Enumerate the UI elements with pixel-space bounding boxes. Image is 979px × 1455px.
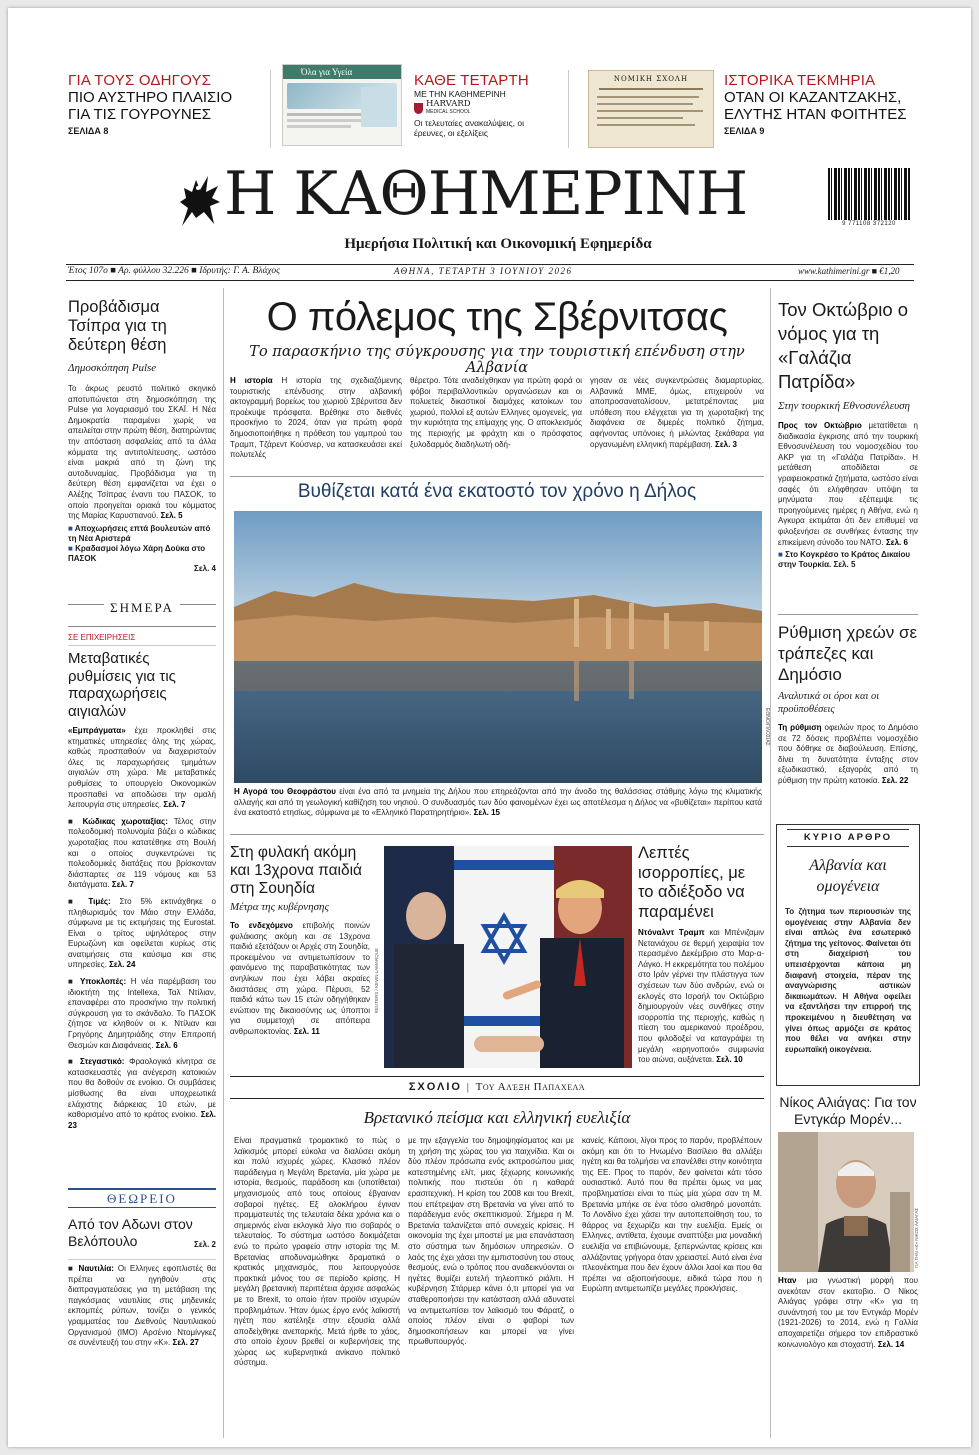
interview-headline: Νίκος Αλιάγας: Για τον Εντγκάρ Μορέν...	[779, 1094, 917, 1127]
health-insert-thumbnail[interactable]	[282, 64, 402, 146]
teaser-drivers[interactable]	[68, 72, 243, 136]
comment-label: ΣΧΟΛΙΟ	[408, 1081, 462, 1093]
teaser-headline: ΟΤΑΝ ΟΙ ΚΑΖΑΝΤΖΑΚΗΣ, ΕΛΥΤΗΣ ΗΤΑΝ ΦΟΙΤΗΤΕΣ	[724, 89, 907, 123]
editorial-label: ΚΥΡΙΟ ΑΡΘΡΟ	[787, 829, 909, 847]
left-lead-headline: Προβάδισμα Τσίπρα για τη δεύτερη θέση	[68, 298, 167, 354]
teaser-page: ΣΕΛΙΔΑ 8	[68, 126, 109, 136]
main-body-col2: θέρετρο. Τότε αναδείχθηκαν για πρώτη φορά οι φόβοι περιβαλλοντικών οργανώσεων και οι πολυετείς δικαστικοί διαμάχες κατοίκων του χωριού, πολλοί εξ αυτών Ελληνες ομογενείς, για την κυριότητα της επίμαχης γης. Ο αποκλεισμός της περιοχής με φράχτη και ο πρόσφατος ξυλοδαρμός διαδηλωτή οδή-	[410, 376, 582, 449]
right-bullet[interactable]: ■ Στο Κογκρέσο το Κράτος Δικαίου στην Τουρκία. Σελ. 5	[778, 550, 918, 570]
teaser-kicker: ΓΙΑ ΤΟΥΣ ΟΔΗΓΟΥΣ	[68, 72, 212, 89]
today-label: ΣΗΜΕΡΑ	[68, 600, 216, 616]
historic-document-thumbnail[interactable]	[588, 70, 714, 148]
left-bullet-page: Σελ. 4	[194, 563, 216, 573]
right-second-body: Τη ρύθμιση οφειλών προς το Δημόσιο σε 72 δόσεις προβλέπει νομοσχέδιο που δόθηκε σε διαβούλευση. Επίσης, δίνει τη δυνατότητα ένταξης στον εξωδικαστικό, εξαγοράς από τη ρύθμιση την πρώτη κατοικία. Σελ. 22	[778, 723, 918, 785]
dateline-date: ΑΘΗΝΑ, ΤΕΤΑΡΤΗ 3 ΙΟΥΝΙΟΥ 2026	[394, 266, 573, 276]
insert-title: Όλα για Υγεία	[283, 65, 401, 79]
comment-col1: Είναι πραγματικά τρομακτικό το πώς ο λαϊκισμός μπορεί εύκολα να διαλύσει ακόμη και πολύ ισχυρές χώρες. Κλασικό πλέον παράδειγμα η Μεγάλη Βρετανία, μία χώρα με ιστορία, θεσμούς, παράδοση και (υποτίθεται) μηχανισμούς από τους οποίους έβγαιναν σοβαροί ηγέτες. Εξ ολοκλήρου έγιναν πραμματευτές της τελευταία δέκα χρόνια και ο σημερινός είναι εκλογικά λίγο πιο σοβαρός ο τελευταίος. Το σύστημα ωστόσο δοκιμάζεται ενώ το πρώτο γραφείο στην ιστορία της Μ. Βρετανίας αποδυναμώθηκε δραματικά ο κρατικός μηχανισμός, που λειτουργούσε πρακτικά μόνος του σε περίοδο κρίσης. Η μεγάλη βρετανική περιπέτεια άρχισε ασφαλώς με το Brexit, το οποίο ήταν προϊόν ισχυρών προβλημάτων. Ήταν όμως έργο ενός λαϊκιστή ηγέτη που κατέληξε στην εξουσία αλλά αποδείχθηκε ανεπαρκής. Μετά ήρθε το χάος, στο οποίο έχουν βρεθεί οι κυβερνήσεις της χώρας ως κυβερνητικά ανίκανο πολιτικό σύστημα.	[234, 1136, 400, 1368]
right-lead-sub: Στην τουρκική Εθνοσυνέλευση	[778, 400, 910, 412]
right-second-story[interactable]	[778, 622, 918, 787]
teaser-kicker: ΚΑΘΕ ΤΕΤΑΡΤΗ	[414, 72, 529, 89]
shield-icon	[414, 103, 423, 114]
right-second-sub: Αναλυτικά οι όροι και οι προϋποθέσεις	[778, 691, 880, 715]
business-item[interactable]: ■ Τιμές: Στο 5% εκτινάχθηκε ο πληθωρισμός τον Μάιο στην Ελλάδα, σύμφωνα με τις εκτιμήσεις της Eurostat. Είναι ο τρίτος υψηλότερος στην Ευρωζώνη και οφείλεται κυρίως στις ανατιμήσεις στα καύσιμα και στις υπηρεσίες. Σελ. 24	[68, 896, 216, 970]
business-item[interactable]: ■ Κώδικας χωροταξίας: Τέλος στην πολεοδομική πολυνομία βάζει ο κώδικας χωροταξίας που κατατέθηκε στη Βουλή και ο οποίος συγκεντρώνει τις πολεοδομικές διατάξεις που βρίσκονταν διάσπαρτες σε 119 νόμους και 53 διατάγματα. Σελ. 7	[68, 816, 216, 890]
comment-col2: με την εξαγγελία του δημοψηφίσματος και με τη χρήση της χώρας του για παιχνίδια. Και οι δύο πλέον πρόσωπα ενός εκπροσώπου μιας κατεστημένης ελίτ, μιας ξέχωρης κοινωνικής πολιτικής που πιστεύει ότι η καθαρά ερασιτεχνική. Η κρίση του 2008 και του Brexit, που επέτρεψαν στη Βρετανία να γίνει από το παράδειγμα ενός σκεπτικισμού. Σήμερα η Μ. Βρετανία ταλανίζεται από συνεχείς κρίσεις. Η οικονομία της έχει μποστεί με μια επανάσταση στο σύστημα των δημόσιων υπηρεσιών. Ο λαός της έχει χάσει την εμπιστοσύνη του στους θεσμούς, ενώ ο τρόπος που αναδεικνύονται οι ηγέτες θυμίζει ευτελή τηλεοπτικό ριάλιτι. Η κυβέρνηση Στάρμερ κάνει ό,τι μπορεί για να σταθεροποιήσει την κατάσταση αλλά αδυνατεί να αντιμετωπίσει τον λαϊκισμό του Φάρατζ, ο οποίος πλέον είναι ο φαβορί των δημοσκοπήσεων και μπορεί να γίνει πρωθυπουργός.	[408, 1136, 574, 1347]
trump-body: Ντόναλντ Τραμπ και Μπένιζαμιν Νετανιάχου σε θερμή χειραψία τον περασμένο Δεκέμβριο στο Μαρ-α-Λάγκο. Η εκκρεμότητα του πολέμου στο Ιράν γέρνει την πλάστιγγα των σχέσεων των δύο ανδρών, ενώ οι εκλογές στο Ισραήλ τον Οκτώβριο δημιουργούν νέες συνθήκες στην ισορροπία της περιοχής, καθώς η πίεση του αμερικανού προέδρου, που φιλοδοξεί να καταγράψει τη μεγάλη «ειρηνοποιό» συμφωνία του αιώνα, αυξάνεται. Σελ. 10	[638, 928, 764, 1065]
sweden-body: Το ενδεχόμενο επιβολής ποινών φυλάκισης ακόμη και σε 13χρονα παιδιά εξετάζουν οι Αρχές στη Σουηδία, προκειμένου να αντιμετωπίσουν το φαινόμενο της παραβατικότητας των ανηλίκων που έχει λάβει ακραίες διαστάσεις στη χώρα. Πέρυσι, 52 παιδιά κάτω των 15 ετών οδηγήθηκαν ενώπιον της δικαιοσύνης ως ύποπτοι για συμμετοχή σε απόπειρα ανθρωποκτονίας. Σελ. 11	[230, 921, 370, 1036]
theoreio-headline: Από τον Αδωνι στον Βελόπουλο	[68, 1216, 193, 1249]
interview-body: Ηταν μια γνωστική μορφή που ανεκόταν στον εκατοβιο. Ο Νίκος Αλιάγας γράφει στην «Κ» για τη συνάντησή του με τον Εντγκάρ Μορέν (1921-2026) το 2014, ενώ η Γαλλία αποχαιρετίζει σήμερα τον επιδραστικό κοινωνιολόγο και στοχαστή. Σελ. 14	[778, 1276, 918, 1349]
handshake-photo[interactable]	[384, 846, 632, 1068]
business-label: ΣΕ ΕΠΙΧΕΙΡΗΣΕΙΣ	[68, 633, 136, 642]
main-subhead: Το παρασκήνιο της σύγκρουσης για την τουριστική επένδυση στην Αλβανία	[249, 344, 745, 376]
teaser-health[interactable]	[414, 72, 554, 138]
dateline-left: Έτος 107ο ■ Αρ. φύλλου 32.226 ■ Ιδρυτής: Γ. Α. Βλάχος	[68, 266, 281, 276]
main-body-col3: γησαν σε νέες συγκεντρώσεις διαμαρτυρίας. Αλβανικά ΜΜΕ, όμως, επιχειρούν να αποπροσανατολίσουν, μετατρέποντας μια υπόθεση που ελέγχεται για τη χωροταξική της διαφάνεια σε διμερές πολιτικό ζήτημα, αφήνοντας υπόνοιες ή μιλώντας ξεκάθαρα για οργανωμένη ελληνική παρέμβαση. Σελ. 3	[590, 376, 764, 449]
business-section[interactable]	[68, 633, 216, 1131]
business-item[interactable]: ■ Υποκλοπές: Η νέα παρέμβαση του ιδιοκτήτη της Intellexa, Ταλ Ντίλιαν, επαναφέρει στο προσκήνιο την πολιτική σύγκρουση για το σκάνδαλο. Το ΠΑΣΟΚ ζήτησε να κληθούν οι κ. Ντίλιαν και Γρηγόρης Δημητριάδης στην Επιτροπή Θεσμών και Διαφάνειας. Σελ. 6	[68, 977, 216, 1050]
theoreio-page: Σελ. 2	[194, 1240, 216, 1249]
teaser-kicker: ΙΣΤΟΡΙΚΑ ΤΕΚΜΗΡΙΑ	[724, 72, 876, 89]
business-item[interactable]: ■ Στεγαστικό: Φραολογικά κίνητρα σε κατασκευαστές για ανέγερση κατοικιών που θα δοθούν σε ενοίκιο. Οι συμβάσεις μίσθωσης θα είναι υποχρεωτικά ελάχιστης διάρκειας 10 ετών, με καθορισμένο από το κράτος ενοίκιο. Σελ. 23	[68, 1057, 216, 1130]
business-item[interactable]: «Εμπράγματα» έχει προκληθεί στις κτηματικές υπηρεσίες όλης της χώρας, καθώς προσπαθούν να διαχειριστούν όλες τις παραχωρήσεις τμημάτων αιγιαλών στη χώρα. Με μεταβατικές ρυθμίσεις το υπουργείο Οικονομικών προσπαθεί να αποδώσει την ομαλή λειτουργία στις υπηρεσίες. Σελ. 7	[68, 726, 216, 810]
editorial-box[interactable]	[776, 824, 920, 1086]
barcode-number: 9 771108 372120	[842, 221, 896, 227]
partner-sub: MEDICAL SCHOOL	[426, 109, 471, 115]
left-lead-story[interactable]	[68, 298, 216, 573]
left-lead-sub: Δημοσκόπηση Pulse	[68, 362, 157, 374]
masthead-title[interactable]: Η ΚΑΘΗΜΕΡΙΝΗ	[224, 159, 748, 229]
interview-photo[interactable]	[778, 1132, 914, 1272]
partner-name: HARVARD	[426, 99, 471, 109]
delos-photo[interactable]	[234, 511, 762, 783]
comment-author: Του Αλέξη Παπαχελά	[475, 1081, 586, 1093]
delos-headline[interactable]: Βυθίζεται κατά ένα εκατοστό τον χρόνο η Δήλος	[297, 481, 697, 502]
comment-col3: κανείς. Κάποιοι, λίγοι προς το παρόν, προβλέπουν ακόμη και ότι το Ηνωμένο Βασίλειο θα αλλάξει ηγέτη και θα τολμήσει να επανέλθει στην κοινότητα της ΕΕ. Προς το παρόν, δεν φαίνεται κάτι τόσο ουσιαστικό. Αυτό που θα πρέπει όμως να μας προβληματίσει είναι το πώς μία χώρα σαν τη Μ. Βρετανία μπήκε σε ένα τόσο ολισθηρό μονοπάτι. Το Λονδίνο έχει χάσει την αυτοπεποίθηση του, το θάρρος να ξεχωρίζει και την ευελιξία. Εμείς οι Ελληνες, αντίθετα, έχουμε αναπτύξει μια μοναδική ευελιξία να επιβιώνουμε, ξεπερνώντας κρίσεις και αλλάζοντας γρήγορα όταν χρειαστεί. Αυτό είναι ένα πλεονέκτημα που δεν έχουν άλλοι λαοί και που θα πρέπει να αξιοποιήσουμε, ειδικά τώρα που η Ευρώπη αντιμετωπίζει μεγάλες προκλήσεις.	[582, 1136, 762, 1294]
editorial-headline: Αλβανία και ομογένεια	[809, 857, 887, 895]
harvard-logo	[414, 100, 554, 116]
main-story[interactable]	[230, 294, 764, 376]
theoreio-section[interactable]	[68, 1188, 216, 1349]
left-lead-body: Το άκρως ρευστό πολιτικό σκηνικό αποτυπώνεται στη δημοσκόπηση της Pulse για λογαριασμό του ΣΚΑΪ. Η Νέα Δημοκρατία παραμένει χωρίς να απειλείται στην πρώτη θέση, διατηρώντας την απόσταση ασφαλείας από τα άλλα κόμματα της αντιπολίτευσης, ωστόσο είναι μακριά από τη ζώνη της αυτοδυναμίας. Προβάδισμα για τη δεύτερη θέση εμφανίζεται να έχει ο Αλέξης Τσίπρας έναντι του ΠΑΣΟΚ, το οποίο προηγείται οριακά του κόμματος της Μαρίας Καρυστιανού. Σελ. 5	[68, 384, 216, 521]
right-second-headline: Ρύθμιση χρεών σε τράπεζες και Δημόσιο	[778, 623, 918, 684]
delos-caption: Η Αγορά του Θεοφράστου είναι ένα από τα μνημεία της Δήλου που επηρεάζονται από την άνοδο της θαλάσσιας στάθμης λόγω της κλιματικής αλλαγής και από τη γεωλογική καθίζηση του νησιού. Ο συνδυασμός των δύο φαινομένων έχει ως αποτέλεσμα η Δήλος να «βυθίζεται» περίπου κατά ένα εκατοστό ετησίως, σύμφωνα με το «Ελληνικό Παρατηρητήριο». Σελ. 15	[234, 787, 762, 818]
griffin-logo-icon	[174, 168, 224, 230]
theoreio-label: ΘΕΩΡΕΙΟ	[68, 1188, 216, 1208]
delos-photo-credit: ΕΘΝΟ/ΠΛΟΣΙΑΣ	[764, 708, 770, 746]
masthead-subtitle: Ημερήσια Πολιτική και Οικονομική Εφημερίδα	[344, 236, 652, 252]
sweden-headline: Στη φυλακή ακόμη και 13χρονα παιδιά στη Σουηδία	[230, 844, 363, 897]
dateline-right[interactable]: www.kathimerini.gr ■ €1,20	[798, 266, 900, 276]
right-lead-story[interactable]	[778, 298, 918, 570]
newspaper-front-page	[8, 8, 971, 1447]
business-headline: Μεταβατικές ρυθμίσεις για τις παραχωρήσεις αιγιαλών	[68, 645, 216, 720]
right-interview-story[interactable]	[778, 1094, 918, 1128]
trump-headline: Λεπτές ισορροπίες, με το αδιέξοδο να παραμένει	[638, 844, 746, 921]
teaser-headline: ΠΙΟ ΑΥΣΤΗΡΟ ΠΛΑΙΣΙΟ ΓΙΑ ΤΙΣ ΓΟΥΡΟΥΝΕΣ	[68, 89, 233, 123]
nautilia-item[interactable]: ■ Ναυτιλία: Οι Ελληνες εφοπλιστές θα πρέπει να ηγηθούν στις διαπραγματεύσεις για τη μετάβαση της παγκόσμιας ναυτιλίας στις μηδενικές εκπομπές ρύπων, τονίζει ο γενικός γραμματέας του Διεθνούς Ναυτιλιακού Οργανισμού (ΙΜΟ) Αρσένιο Ντομίνγκεζ σε συνέντευξή του στην «Κ». Σελ. 27	[68, 1259, 216, 1349]
left-bullet-2[interactable]: ■ Κραδασμοί λόγω Χάρη Δούκα στο ΠΑΣΟΚ	[68, 544, 216, 564]
trump-story[interactable]	[638, 844, 764, 1066]
teaser-sub: ΜΕ ΤΗΝ ΚΑΘΗΜΕΡΙΝΗ	[414, 89, 506, 99]
teaser-history[interactable]	[724, 72, 924, 136]
teaser-page: ΣΕΛΙΔΑ 9	[724, 126, 765, 136]
sweden-sub: Μέτρα της κυβέρνησης	[230, 901, 329, 913]
main-headline: Ο πόλεμος της Σβέρνιτσας	[266, 295, 728, 339]
editorial-body: Το ζήτημα των περιουσιών της ομογένειας στην Αλβανία δεν είναι απλώς ένα εσωτερικό ζήτημα της γείτονος. Φαίνεται ότι στη διαχείρισή του υπεισέρχονται κάποια μη διαφανή στοιχεία, πέραν της αναγνώρισης αστικών δικαιωμάτων. Η Αθήνα οφείλει να εξαντλήσει την επιρροή της προκειμένου η διευθέτηση να γίνει όπως αρμόζει σε κράτος που θέλει να ανήκει στην ευρωπαϊκή οικογένεια.	[785, 907, 911, 1054]
left-bullet-1[interactable]: ■ Αποχωρήσεις επτά βουλευτών από τη Νέα Αριστερά	[68, 524, 216, 544]
sweden-story[interactable]	[230, 844, 370, 1038]
interview-photo-credit: ΓΙΑ ΤΗΝ «Κ» ΝΙΚΟΣ ΑΛΙΑΓΑΣ	[914, 1208, 919, 1269]
document-title: ΝΟΜΙΚΗ ΣΧΟΛΗ	[613, 75, 689, 83]
main-body-col1: Η ιστορία Η ιστορία της σχεδιαζόμενης τουριστικής επένδυσης στην αλβανική ακτογραμμή βορείως του χωριού Σβέρνιτσα δεν προέκυψε πρόσφατα. Βρέθηκε στο διεθνές προσκήνιο το 2024, όταν για πρώτη φορά δημοσιοποιήθηκε η πρόθεση του γαμπρού του Τραμπ, Τζάρεντ Κούσνερ, να κατασκευάσει εκεί πολυτελές	[230, 376, 402, 460]
handshake-photo-credit: REUTERS / KEVIN LAMARQUE	[374, 948, 379, 1014]
right-lead-headline: Τον Οκτώβριο ο νόμος για τη «Γαλάζια Πατρίδα»	[778, 299, 909, 392]
comment-headline[interactable]: Βρετανικό πείσμα και ελληνική ευελιξία	[363, 1108, 631, 1127]
barcode	[828, 168, 910, 220]
comment-label-row: ΣΧΟΛΙΟ | Του Αλέξη Παπαχελά	[408, 1081, 586, 1093]
teaser-desc: Οι τελευταίες ανακαλύψεις, οι έρευνες, οι εξελίξεις	[414, 118, 524, 138]
right-lead-body: Προς τον Οκτώβριο μετατίθεται η διαδικασία έγκρισης από την τουρκική Εθνοσυνέλευση του νομοσχεδίου του ΑΚΡ για τη «Γαλάζια Πατρίδα». Η μετάθεση αποδίδεται σε γραφειοκρατικά ζητήματα, ωστόσο είναι σαφές ότι ελήφθησαν υπόψη τα μηνύματα που εξέπεμψε τις προηγούμενες ημέρες η Αθήνα, ενώ η Αγκυρα εκτιμάται ότι δεν επιθυμεί να φιλοξενήσει σε συνθήκες έντασης την επικείμενη σύνοδο του ΝΑΤΟ. Σελ. 6	[778, 421, 918, 547]
